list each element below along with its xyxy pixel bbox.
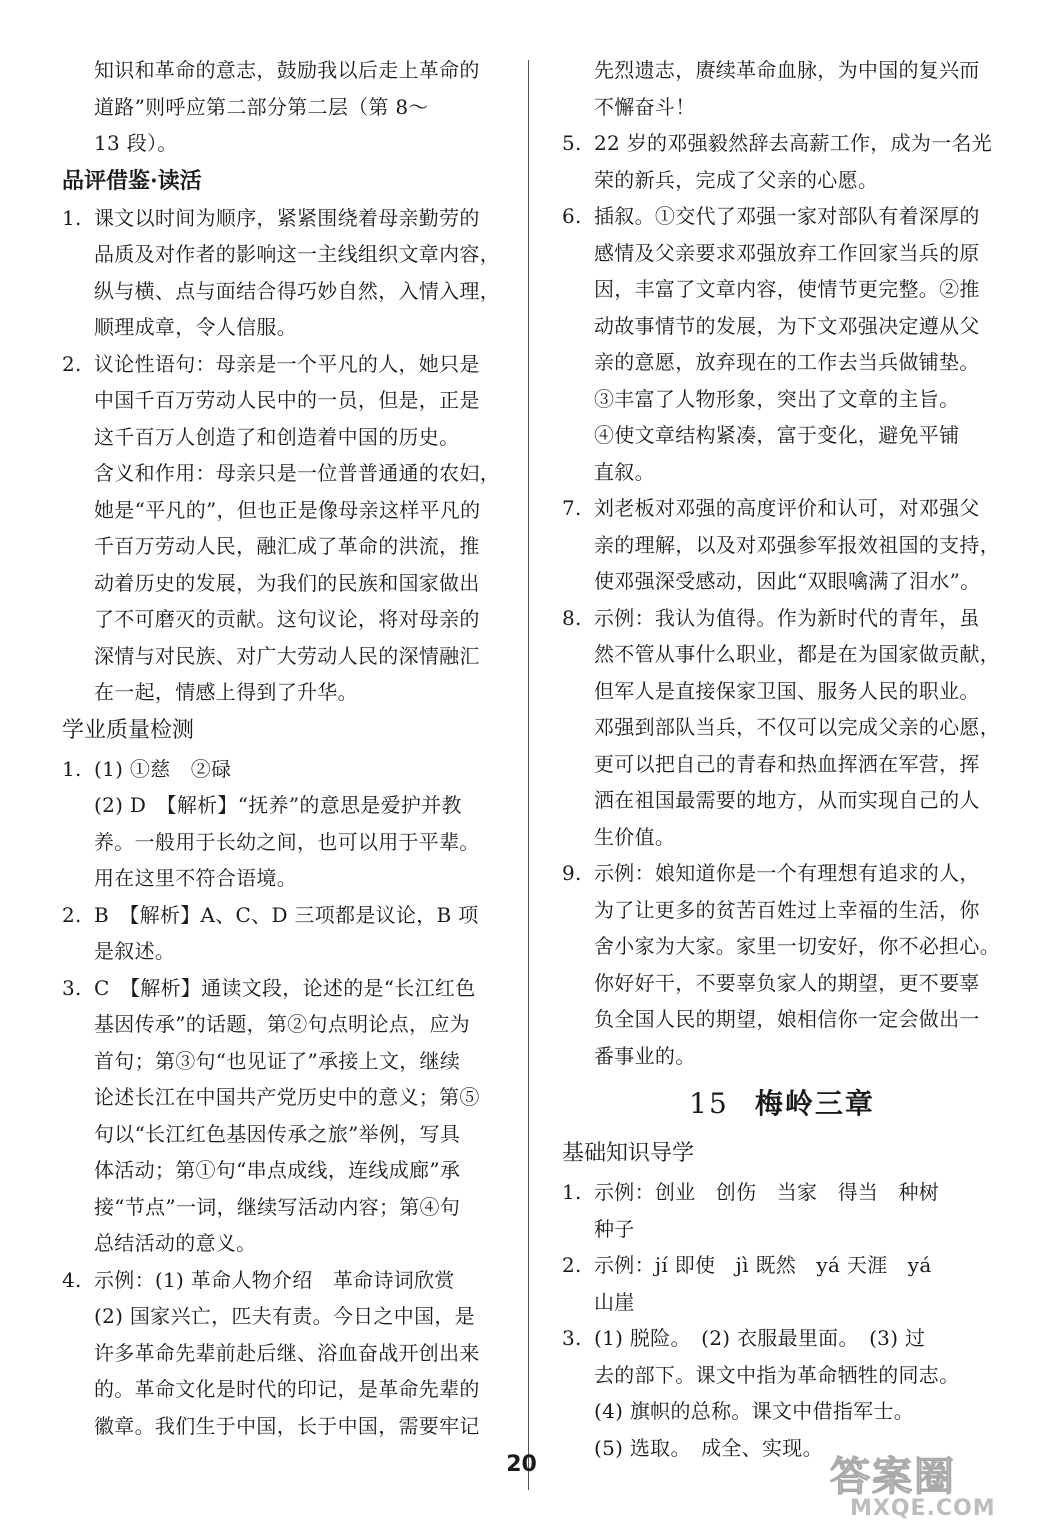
- answer-item: [62, 1262, 494, 1299]
- text-line: 这千百万人创造了和创造着中国的历史。: [94, 424, 460, 449]
- text-line: 徽章。我们生于中国，长于中国，需要牢记: [94, 1413, 480, 1438]
- item-text: (1) ①慈 ②碌: [94, 756, 232, 781]
- answer-item: [562, 1320, 1002, 1357]
- section-heading: 学业质量检测: [62, 717, 195, 743]
- lesson-name: 梅岭三章: [754, 1087, 875, 1120]
- text-line: 但军人是直接保家卫国、服务人民的职业。: [594, 678, 980, 703]
- watermark-url: MXQE.COM: [850, 1496, 996, 1521]
- item-number: 2.: [62, 902, 82, 927]
- text-line: 不懈奋斗！: [594, 94, 696, 119]
- answer-item: [562, 600, 1002, 637]
- text-line: 许多革命先辈前赴后继、浴血奋战开创出来: [94, 1340, 480, 1365]
- item-text: 示例：娘知道你是一个有理想有追求的人，: [594, 861, 980, 885]
- text-line: 论述长江在中国共产党历史中的意义；第⑤: [94, 1085, 480, 1109]
- item-number: 8.: [562, 605, 582, 630]
- watermark-logo: [830, 1445, 1030, 1530]
- answer-item: [562, 125, 1002, 162]
- text-line: 的。革命文化是时代的印记，是革命先辈的: [94, 1377, 480, 1401]
- text-line: 13 段）。: [94, 131, 178, 155]
- text-line: 基因传承”的话题，第②句点明论点，应为: [94, 1012, 470, 1036]
- item-number: 1.: [562, 1180, 582, 1204]
- text-line: 负全国人民的期望，娘相信你一定会做出一: [594, 1007, 980, 1031]
- text-line: 你好好干，不要辜负家人的期望，更不要辜: [594, 970, 980, 995]
- text-line: 番事业的。: [594, 1043, 696, 1068]
- answer-item: [62, 200, 494, 237]
- text-line: 用在这里不符合语境。: [94, 866, 297, 890]
- text-line: 纵与横、点与面结合得巧妙自然，入情入理，: [94, 278, 500, 303]
- item-number: 2.: [62, 351, 82, 376]
- text-line: 为了让更多的贫苦百姓过上幸福的生活，你: [594, 897, 980, 922]
- answer-item: [62, 970, 494, 1007]
- answer-item: [62, 751, 494, 788]
- item-number: 6.: [562, 204, 582, 228]
- item-text: B 【解析】A、C、D 三项都是议论，B 项: [94, 902, 479, 927]
- text-line: 邓强到部队当兵，不仅可以完成父亲的心愿，: [594, 715, 1000, 739]
- text-line: 句以“长江红色基因传承之旅”举例，写具: [94, 1121, 461, 1146]
- text-line: 动着历史的发展，为我们的民族和国家做出: [94, 570, 480, 595]
- section-heading: 基础知识导学: [562, 1141, 695, 1166]
- text-line: 舍小家为大家。家里一切安好，你不必担心。: [594, 934, 1000, 958]
- text-line: 深情与对民族、对广大劳动人民的深情融汇: [94, 643, 480, 668]
- item-text: 刘老板对邓强的高度评价和认可，对邓强父: [594, 496, 980, 520]
- item-number: 5.: [562, 131, 582, 155]
- item-number: 1.: [62, 205, 82, 230]
- text-line: 因，丰富了文章内容，使情节更完整。②推: [594, 277, 980, 301]
- watermark-title: 答案圈: [830, 1454, 956, 1500]
- right-column: [562, 52, 1002, 1466]
- text-line: 道路”则呼应第二部分第二层（第 8～: [94, 94, 429, 119]
- section-heading: 品评借鉴·读活: [62, 167, 202, 194]
- text-line: 中国千百万劳动人民中的一员，但是，正是: [94, 388, 480, 412]
- item-text: 课文以时间为顺序，紧紧围绕着母亲勤劳的: [94, 205, 480, 230]
- item-number: 3.: [562, 1326, 582, 1350]
- answer-item: [62, 897, 494, 934]
- answer-item: [562, 855, 1002, 892]
- text-line: 亲的意愿，放弃现在的工作去当兵做铺垫。: [594, 350, 980, 374]
- text-line: 使邓强深受感动，因此“双眼噙满了泪水”。: [594, 569, 981, 593]
- item-text: 22 岁的邓强毅然辞去高薪工作，成为一名光: [594, 131, 993, 155]
- answer-item: [562, 198, 1002, 235]
- text-line: 总结活动的意义。: [94, 1231, 257, 1255]
- text-line: ④使文章结构紧凑，富于变化，避免平铺: [594, 423, 960, 447]
- text-line: 种子: [594, 1216, 635, 1241]
- item-number: 1.: [62, 756, 82, 781]
- text-line: 去的部下。课文中指为革命牺牲的同志。: [594, 1362, 960, 1387]
- text-line: 荣的新兵，完成了父亲的心愿。: [594, 167, 879, 192]
- text-line: 更可以把自己的青春和热血挥洒在军营，挥: [594, 751, 980, 776]
- text-line: 山崖: [594, 1289, 635, 1314]
- item-text: 示例：我认为值得。作为新时代的青年，虽: [594, 605, 980, 630]
- answer-item: [562, 1174, 1002, 1211]
- item-text: 议论性语句：母亲是一个平凡的人，她只是: [94, 351, 480, 376]
- item-number: 3.: [62, 975, 82, 1000]
- item-text: 示例：创业 创伤 当家 得当 种树: [594, 1180, 940, 1204]
- item-text: 示例：(1) 革命人物介绍 革命诗词欣赏: [94, 1267, 455, 1292]
- item-number: 7.: [562, 496, 582, 520]
- text-line: 在一起，情感上得到了升华。: [94, 680, 358, 704]
- text-line: (2) D 【解析】“抚养”的意思是爱护并教: [94, 793, 462, 817]
- text-line: 然不管从事什么职业，都是在为国家做贡献，: [594, 642, 1000, 666]
- text-line: 是叙述。: [94, 939, 176, 963]
- item-text: C 【解析】通读文段，论述的是“长江红色: [94, 975, 476, 1000]
- text-line: 先烈遗志，赓续革命血脉，为中国的复兴而: [594, 58, 980, 82]
- text-line: 直叙。: [594, 459, 655, 484]
- item-text: (1) 脱险。 (2) 衣服最里面。 (3) 过: [594, 1326, 926, 1350]
- text-line: 生价值。: [594, 824, 676, 849]
- answer-item: [562, 1247, 1002, 1284]
- text-line: 千百万劳动人民，融汇成了革命的洪流，推: [94, 534, 480, 558]
- item-text: 示例：jí 即使 jì 既然 yá 天涯 yá: [594, 1253, 932, 1277]
- answer-item: [62, 346, 494, 383]
- text-line: ③丰富了人物形象，突出了文章的主旨。: [594, 386, 960, 411]
- text-line: 了不可磨灭的贡献。这句议论，将对母亲的: [94, 607, 480, 631]
- text-line: 顺理成章，令人信服。: [94, 315, 297, 339]
- text-line: 洒在祖国最需要的地方，从而实现自己的人: [594, 788, 980, 812]
- text-line: 养。一般用于长幼之间，也可以用于平辈。: [94, 829, 480, 854]
- text-line: 知识和革命的意志，鼓励我以后走上革命的: [94, 58, 480, 82]
- text-line: (4) 旗帜的总称。课文中借指军士。: [594, 1399, 915, 1423]
- text-line: 她是“平凡的”，但也正是像母亲这样平凡的: [94, 497, 481, 522]
- left-column: [62, 52, 500, 1444]
- text-line: (2) 国家兴亡，匹夫有责。今日之中国，是: [94, 1304, 475, 1328]
- text-line: 动故事情节的发展，为下文邓强决定遵从父: [594, 313, 980, 338]
- item-number: 2.: [562, 1253, 582, 1277]
- page-number: 20: [506, 1452, 537, 1477]
- text-line: 接“节点”一词，继续写活动内容；第④句: [94, 1194, 461, 1219]
- text-line: 体活动；第①句“串点成线，连线成廊”承: [94, 1158, 461, 1182]
- text-line: 感情及父亲要求邓强放弃工作回家当兵的原: [594, 240, 980, 265]
- text-line: 含义和作用：母亲只是一位普普通通的农妇，: [94, 461, 500, 485]
- item-number: 9.: [562, 861, 582, 885]
- column-divider: [528, 60, 529, 1490]
- text-line: 首句；第③句“也见证了”承接上文，继续: [94, 1048, 461, 1073]
- lesson-number: 15: [689, 1087, 729, 1120]
- text-line: 亲的理解，以及对邓强参军报效祖国的支持，: [594, 532, 1000, 557]
- text-line: 品质及对作者的影响这一主线组织文章内容，: [94, 242, 500, 266]
- item-text: 插叙。①交代了邓强一家对部队有着深厚的: [594, 204, 980, 228]
- answer-item: [562, 490, 1002, 527]
- item-number: 4.: [62, 1267, 82, 1292]
- lesson-title: [562, 1074, 1002, 1134]
- text-line: (5) 选取。 成全、实现。: [594, 1435, 823, 1460]
